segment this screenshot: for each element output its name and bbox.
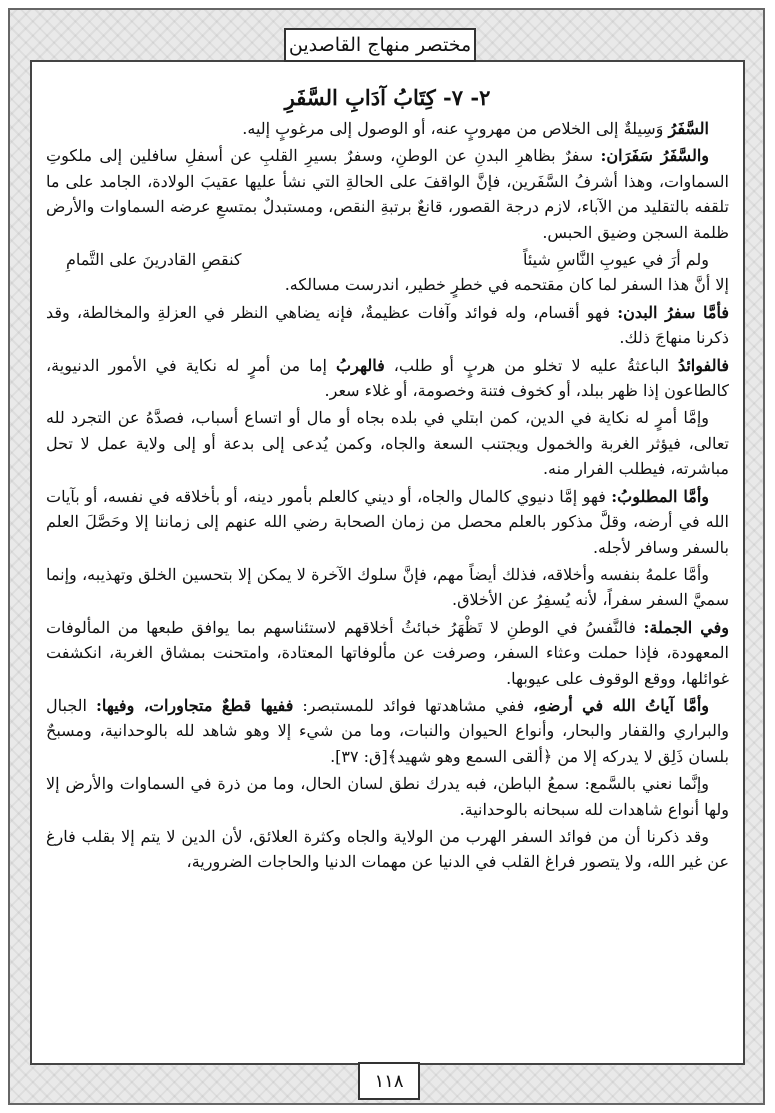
paragraph — [46, 116, 729, 141]
paragraph-text: الباعثةُ عليه لا تخلو من هربٍ أو طلب، — [384, 355, 678, 375]
paragraph-lead-2: ففيها قطعٌ متجاورات، وفيها: — [95, 695, 294, 715]
paragraph-lead: فالفوائدُ — [677, 355, 729, 375]
paragraph-lead: وفي الجملة: — [643, 617, 729, 637]
paragraph-text: ففي مشاهدتها فوائد للمستبصر: — [293, 695, 534, 715]
paragraph — [46, 824, 729, 875]
paragraph — [46, 615, 729, 691]
paragraph-text-2: إما من أمرٍ له نكاية في الأمور الدنيوية، كالطاعون إذا ظهر ببلد، أو كخوف فتنة وخصومة، أو غلاء سعر. — [46, 355, 729, 401]
paragraph-text: وَسِيلةٌ إلى الخلاص من مهروبٍ عنه، أو الوصول إلى مرغوبٍ إليه. — [242, 119, 669, 138]
paragraph-text: فهو إمَّا دنيوي كالمال والجاه، أو ديني كالعلم بأمور دينه، أو بأخلاقه في نفسه، أو بآيات الله في أرضه، وقلَّ مذكور بالعلم محصل من زمان الصحابة رضي الله عنهم إلى زماننا إلا وحَصَّلَ العلم بالسفر وسافر لأجله. — [46, 486, 729, 557]
paragraph-text: وإمَّا أمرٍ له نكاية في الدين، كمن ابتلي في بلده بجاه أو مال أو اتساع أسباب، فصدَّهُ عن التجرد لله تعالى، فيؤثر الغربة والخمول ويجتنب السعة والجاه، وكمن يُدعى إلى بدعة أو إلى ولاية عمل لا تحل مباشرته، فيطلب الفرار منه. — [46, 408, 729, 479]
paragraph — [46, 771, 729, 822]
paragraph-lead-2: فالهربُ — [336, 355, 385, 375]
paragraph-lead: فأمَّا سفرُ البدن: — [617, 302, 729, 322]
paragraph-lead: السَّفَرُ — [668, 119, 709, 138]
poem-verse — [46, 247, 729, 272]
paragraph-lead: وأمَّا المطلوبُ: — [611, 486, 709, 506]
paragraph-text: فهو أقسام، وله فوائد وآفات عظيمةٌ، فإنه يضاهي النظر في العزلةِ والمخالطة، وقد ذكرنا منهاجَ ذلك. — [46, 302, 729, 348]
paragraph-text-2: الجبال والبراري والقفار والبحار، وأنواع الحيوان والنبات، وما من شيء إلا وهو شاهد لله بالوحدانية، ومسبحٌ بلسان ذَلِق لا يدركه إلا من ﴿ألقى السمع وهو شهيد﴾[ق: ٣٧]. — [46, 695, 729, 766]
paragraph — [46, 562, 729, 613]
paragraph — [46, 693, 729, 769]
paragraph-text: سفرٌ بظاهرِ البدنِ عن الوطنِ، وسفرٌ بسيرِ القلبِ عن أسفلِ سافلين إلى ملكوتِ السماوات، وهذا أشرفُ السَّفَرين، فإنَّ الواقفَ على الحالةِ التي نشأ عليها عقيبَ الولادة، الجامد على ما تلقفه بالتقليد من الآباء، لازم درجة القصور، قانعٌ برتبةِ النقص، ومستبدلٌ بمتسعِ عرضه السماوات والأرض ظلمة السجن وضيق الحبس. — [46, 146, 729, 242]
paragraph — [46, 353, 729, 404]
paragraph — [46, 484, 729, 560]
poem-hemistich-2: كنقصِ القادرينَ على التَّمامِ — [66, 250, 242, 270]
paragraph — [46, 300, 729, 351]
paragraph — [46, 272, 729, 297]
paragraph-lead: والسَّفَرُ سَفَرَان: — [600, 146, 709, 166]
paragraph-text: إلا أنَّ هذا السفر لما كان مقتحمه في خطرٍ خطير، اندرست مسالكه. — [284, 275, 729, 295]
paragraph-text: وأمَّا علمهُ بنفسه وأخلاقه، فذلك أيضاً مهم، فإنَّ سلوك الآخرة لا يمكن إلا بتحسين الخلق وتهذيبه، وإنما سميَّ السفر سفراً، لأنه يُسفِرُ عن الأخلاق. — [46, 564, 729, 610]
book-title: مختصر منهاج القاصدين — [288, 34, 472, 56]
page-number-box — [358, 1062, 420, 1100]
chapter-title: ٢- ٧- كِتَابُ آدَابِ السَّفَرِ — [284, 85, 491, 110]
paragraph — [46, 405, 729, 481]
paragraph-text: وإنَّما نعني بالسَّمع: سمعُ الباطن، فبه يدرك نطق لسان الحال، وما من ذرة في السماوات والأرض إلا ولها أنواع شاهدات لله سبحانه بالوحدانية. — [46, 774, 729, 819]
paragraph-text: وقد ذكرنا أن من فوائد السفر الهرب من الولاية والجاه وكثرة العلائق، لأن الدين لا يتم إلا بقلب فارغ عن غير الله، ولا يتصور فراغ القلب في الدنيا عن مهمات الدنيا والحاجات الضرورية، — [46, 826, 729, 872]
paragraph-lead: وأمَّا آياتُ الله في أرضهِ، — [533, 695, 710, 715]
page-number: ١١٨ — [374, 1070, 404, 1092]
book-title-header — [284, 28, 476, 62]
paragraph-text: فالنَّفسُ في الوطنِ لا تَظْهَرُ خبائثُ أخلاقهم لاستئناسهم بما يوافق طبعها من المألوفات المعهودة، فإذا حملت وعثاء السفر، وصرفت عن مألوفاتها المعتادة، وامتحنت بمشاق الغربة، انكشفت غوائلها، ووقع الوقوف على عيوبها. — [46, 617, 729, 688]
paragraph — [46, 143, 729, 245]
poem-hemistich-1: ولم أرَ في عيوبِ النَّاسِ شيئاً — [522, 250, 709, 270]
page-content — [46, 84, 729, 1044]
